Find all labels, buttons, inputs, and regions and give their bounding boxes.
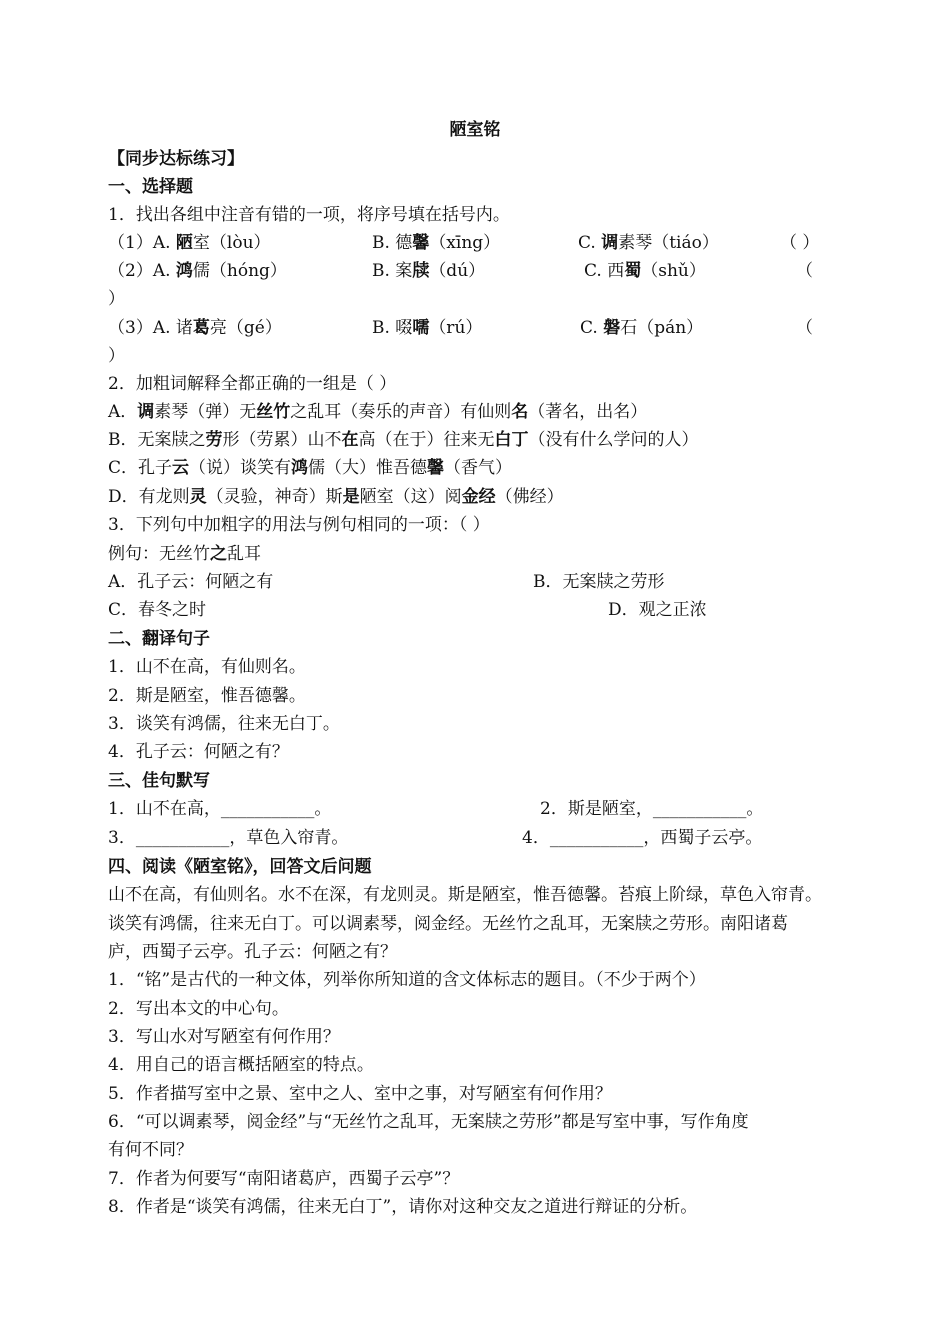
reading-question-6: 6．“可以调素琴，阅金经”与“无丝竹之乱耳，无案牍之劳形”都是写室中事，写作角度 — [108, 1112, 749, 1132]
translate-item-3: 3．谈笑有鸿儒，往来无白丁。 — [108, 714, 340, 734]
recite-item-4[interactable]: 4．___________，西蜀子云亭。 — [522, 828, 763, 848]
q2-option-b: B．无案牍之劳形（劳累）山不在高（在于）往来无白丁（没有什么学问的人） — [108, 430, 699, 450]
q1-stem: 1．找出各组中注音有错的一项，将序号填在括号内。 — [108, 205, 510, 225]
section-practice-heading: 【同步达标练习】 — [108, 149, 244, 169]
passage-line: 山不在高，有仙则名。水不在深，有龙则灵。斯是陋室，惟吾德馨。苔痕上阶绿，草色入帘青。 — [108, 885, 822, 905]
recite-item-2[interactable]: 2．斯是陋室，___________。 — [540, 799, 764, 819]
q2-option-d: D．有龙则灵（灵验，神奇）斯是陋室（这）阅金经（佛经） — [108, 487, 564, 507]
translate-item-2: 2．斯是陋室，惟吾德馨。 — [108, 686, 306, 706]
q1-g1-answer-blank[interactable]: （ ） — [780, 233, 820, 253]
reading-question-6-cont: 有何不同？ — [108, 1140, 193, 1160]
q3-example: 例句：无丝竹之乱耳 — [108, 544, 261, 564]
reading-question-2: 2．写出本文的中心句。 — [108, 999, 289, 1019]
q1-g2-option-b: B. 案牍（dú） — [372, 261, 486, 281]
q1-g3-option-b: B. 啜嚅（rú） — [372, 318, 483, 338]
recite-item-1[interactable]: 1．山不在高，___________。 — [108, 799, 332, 819]
q3-option-c: C．春冬之时 — [108, 600, 207, 620]
q1-g1-option-a: （1）A. 陋室（lòu） — [108, 233, 271, 253]
q3-option-d: D．观之正浓 — [608, 600, 707, 620]
recite-item-3[interactable]: 3．___________，草色入帘青。 — [108, 828, 349, 848]
passage-line: 谈笑有鸿儒，往来无白丁。可以调素琴，阅金经。无丝竹之乱耳，无案牍之劳形。南阳诸葛 — [108, 914, 788, 934]
q3-stem: 3．下列句中加粗字的用法与例句相同的一项：（ ） — [108, 515, 490, 535]
q1-g2-answer-blank-open[interactable]: （ — [796, 261, 813, 281]
passage-line: 庐，西蜀子云亭。孔子云：何陋之有？ — [108, 942, 397, 962]
reading-question-7: 7．作者为何要写“南阳诸葛庐，西蜀子云亭”？ — [108, 1169, 460, 1189]
q1-g3-answer-blank-close: ） — [108, 346, 125, 366]
q3-option-a: A．孔子云：何陋之有 — [108, 572, 274, 592]
q3-option-b: B．无案牍之劳形 — [533, 572, 665, 592]
q1-g3-answer-blank-open[interactable]: （ — [796, 318, 813, 338]
q2-option-a: A．调素琴（弹）无丝竹之乱耳（奏乐的声音）有仙则名（著名，出名） — [108, 402, 648, 422]
reading-question-1: 1．“铭”是古代的一种文体，列举你所知道的含文体标志的题目。（不少于两个） — [108, 970, 706, 990]
reading-question-8: 8．作者是“谈笑有鸿儒，往来无白丁”，请你对这种交友之道进行辩证的分析。 — [108, 1197, 698, 1217]
section-recite-heading: 三、佳句默写 — [108, 771, 210, 791]
q2-option-c: C．孔子云（说）谈笑有鸿儒（大）惟吾德馨（香气） — [108, 458, 513, 478]
q1-g2-option-a: （2）A. 鸿儒（hóng） — [108, 261, 287, 281]
reading-question-5: 5．作者描写室中之景、室中之人、室中之事，对写陋室有何作用？ — [108, 1084, 612, 1104]
q1-g2-option-c: C. 西蜀（shǔ） — [584, 261, 706, 281]
section-reading-heading: 四、阅读《陋室铭》，回答文后问题 — [108, 857, 372, 877]
translate-item-1: 1．山不在高，有仙则名。 — [108, 657, 306, 677]
translate-item-4: 4．孔子云：何陋之有？ — [108, 742, 289, 762]
q1-g3-option-a: （3）A. 诸葛亮（gé） — [108, 318, 282, 338]
reading-question-4: 4．用自己的语言概括陋室的特点。 — [108, 1055, 374, 1075]
q1-g1-option-c: C. 调素琴（tiáo） — [578, 233, 719, 253]
section-translate-heading: 二、翻译句子 — [108, 629, 210, 649]
q1-g2-answer-blank-close: ） — [108, 289, 125, 309]
reading-question-3: 3．写山水对写陋室有何作用？ — [108, 1027, 340, 1047]
q2-stem: 2．加粗词解释全都正确的一组是（ ） — [108, 374, 397, 394]
page-title: 陋室铭 — [449, 120, 501, 140]
section-choice-heading: 一、选择题 — [108, 177, 193, 197]
q1-g1-option-b: B. 德馨（xīng） — [372, 233, 501, 253]
q1-g3-option-c: C. 磐石（pán） — [580, 318, 704, 338]
